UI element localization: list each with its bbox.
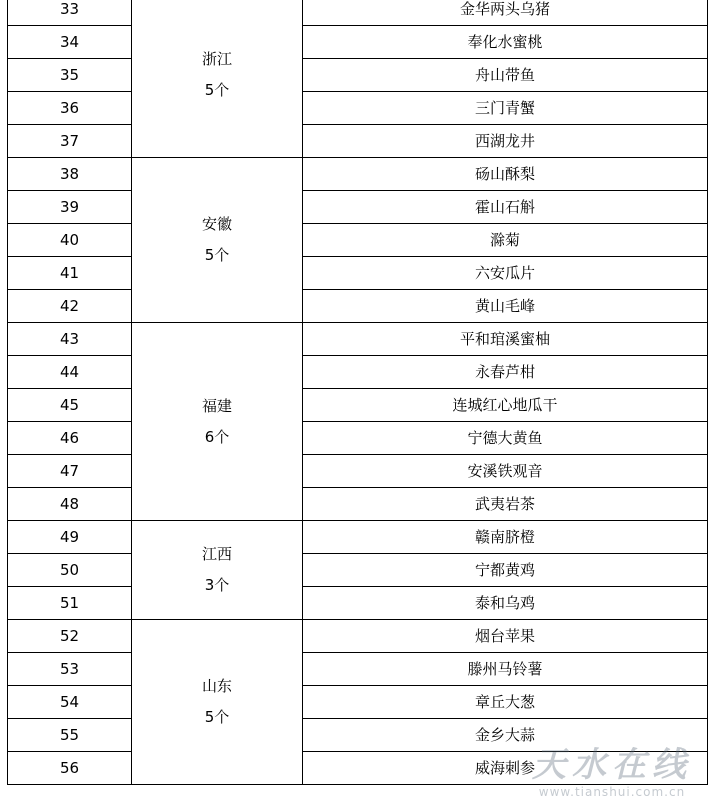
table-row bbox=[8, 686, 708, 719]
product-table bbox=[7, 0, 708, 785]
table-row bbox=[8, 422, 708, 455]
product-name: 武夷岩茶 bbox=[303, 488, 708, 521]
table-row bbox=[8, 719, 708, 752]
row-number: 56 bbox=[8, 752, 132, 785]
row-number: 43 bbox=[8, 323, 132, 356]
row-number: 53 bbox=[8, 653, 132, 686]
row-number: 35 bbox=[8, 59, 132, 92]
table-row bbox=[8, 488, 708, 521]
table-row bbox=[8, 752, 708, 785]
product-name: 烟台苹果 bbox=[303, 620, 708, 653]
product-name: 滕州马铃薯 bbox=[303, 653, 708, 686]
product-name: 安溪铁观音 bbox=[303, 455, 708, 488]
row-number: 37 bbox=[8, 125, 132, 158]
table-row bbox=[8, 26, 708, 59]
watermark-text: 天水在线 bbox=[532, 745, 692, 785]
table-row bbox=[8, 59, 708, 92]
product-name: 黄山毛峰 bbox=[303, 290, 708, 323]
province-cell bbox=[132, 0, 303, 158]
province-name: 江西 bbox=[201, 545, 232, 563]
table-row bbox=[8, 191, 708, 224]
table-row bbox=[8, 455, 708, 488]
province-cell bbox=[132, 158, 303, 323]
table-row bbox=[8, 257, 708, 290]
province-cell bbox=[132, 620, 303, 785]
table-row bbox=[8, 323, 708, 356]
table-row bbox=[8, 125, 708, 158]
table-row bbox=[8, 587, 708, 620]
province-count: 6个 bbox=[204, 427, 230, 446]
province-cell bbox=[132, 323, 303, 521]
table-row bbox=[8, 92, 708, 125]
product-name: 舟山带鱼 bbox=[303, 59, 708, 92]
row-number: 40 bbox=[8, 224, 132, 257]
product-name: 赣南脐橙 bbox=[303, 521, 708, 554]
product-name: 泰和乌鸡 bbox=[303, 587, 708, 620]
row-number: 55 bbox=[8, 719, 132, 752]
product-name: 永春芦柑 bbox=[303, 356, 708, 389]
product-name: 滁菊 bbox=[303, 224, 708, 257]
product-name: 六安瓜片 bbox=[303, 257, 708, 290]
table-row bbox=[8, 224, 708, 257]
table-row bbox=[8, 521, 708, 554]
product-name: 威海刺参 bbox=[303, 752, 708, 785]
province-name: 安徽 bbox=[201, 215, 232, 233]
product-name: 宁都黄鸡 bbox=[303, 554, 708, 587]
province-count: 5个 bbox=[204, 708, 230, 726]
table-row bbox=[8, 356, 708, 389]
province-cell bbox=[132, 521, 303, 620]
product-name: 平和琯溪蜜柚 bbox=[303, 323, 708, 356]
table-row bbox=[8, 620, 708, 653]
table-row bbox=[8, 554, 708, 587]
row-number: 48 bbox=[8, 488, 132, 521]
province-count: 5个 bbox=[204, 81, 230, 99]
row-number: 33 bbox=[8, 0, 132, 26]
product-name: 金乡大蒜 bbox=[303, 719, 708, 752]
product-name: 连城红心地瓜干 bbox=[303, 389, 708, 422]
product-name: 西湖龙井 bbox=[303, 125, 708, 158]
product-name: 金华两头乌猪 bbox=[303, 0, 708, 26]
row-number: 34 bbox=[8, 26, 132, 59]
product-name: 三门青蟹 bbox=[303, 92, 708, 125]
row-number: 45 bbox=[8, 389, 132, 422]
row-number: 44 bbox=[8, 356, 132, 389]
row-number: 46 bbox=[8, 422, 132, 455]
province-count: 5个 bbox=[204, 246, 230, 264]
product-name: 砀山酥梨 bbox=[303, 158, 708, 191]
product-name: 宁德大黄鱼 bbox=[303, 422, 708, 455]
product-name: 章丘大葱 bbox=[303, 686, 708, 719]
table-row bbox=[8, 0, 708, 26]
product-name: 奉化水蜜桃 bbox=[303, 26, 708, 59]
row-number: 50 bbox=[8, 554, 132, 587]
row-number: 39 bbox=[8, 191, 132, 224]
row-number: 49 bbox=[8, 521, 132, 554]
row-number: 52 bbox=[8, 620, 132, 653]
row-number: 54 bbox=[8, 686, 132, 719]
product-name: 霍山石斛 bbox=[303, 191, 708, 224]
row-number: 51 bbox=[8, 587, 132, 620]
row-number: 41 bbox=[8, 257, 132, 290]
table-row bbox=[8, 290, 708, 323]
row-number: 42 bbox=[8, 290, 132, 323]
province-count: 3个 bbox=[204, 576, 230, 594]
table-row bbox=[8, 158, 708, 191]
row-number: 47 bbox=[8, 455, 132, 488]
table-row bbox=[8, 653, 708, 686]
row-number: 36 bbox=[8, 92, 132, 125]
province-name: 山东 bbox=[201, 677, 232, 695]
row-number: 38 bbox=[8, 158, 132, 191]
province-name: 福建 bbox=[201, 396, 232, 415]
watermark-url: www.tianshui.com.cn bbox=[538, 785, 686, 799]
table-row bbox=[8, 389, 708, 422]
province-name: 浙江 bbox=[201, 50, 232, 68]
